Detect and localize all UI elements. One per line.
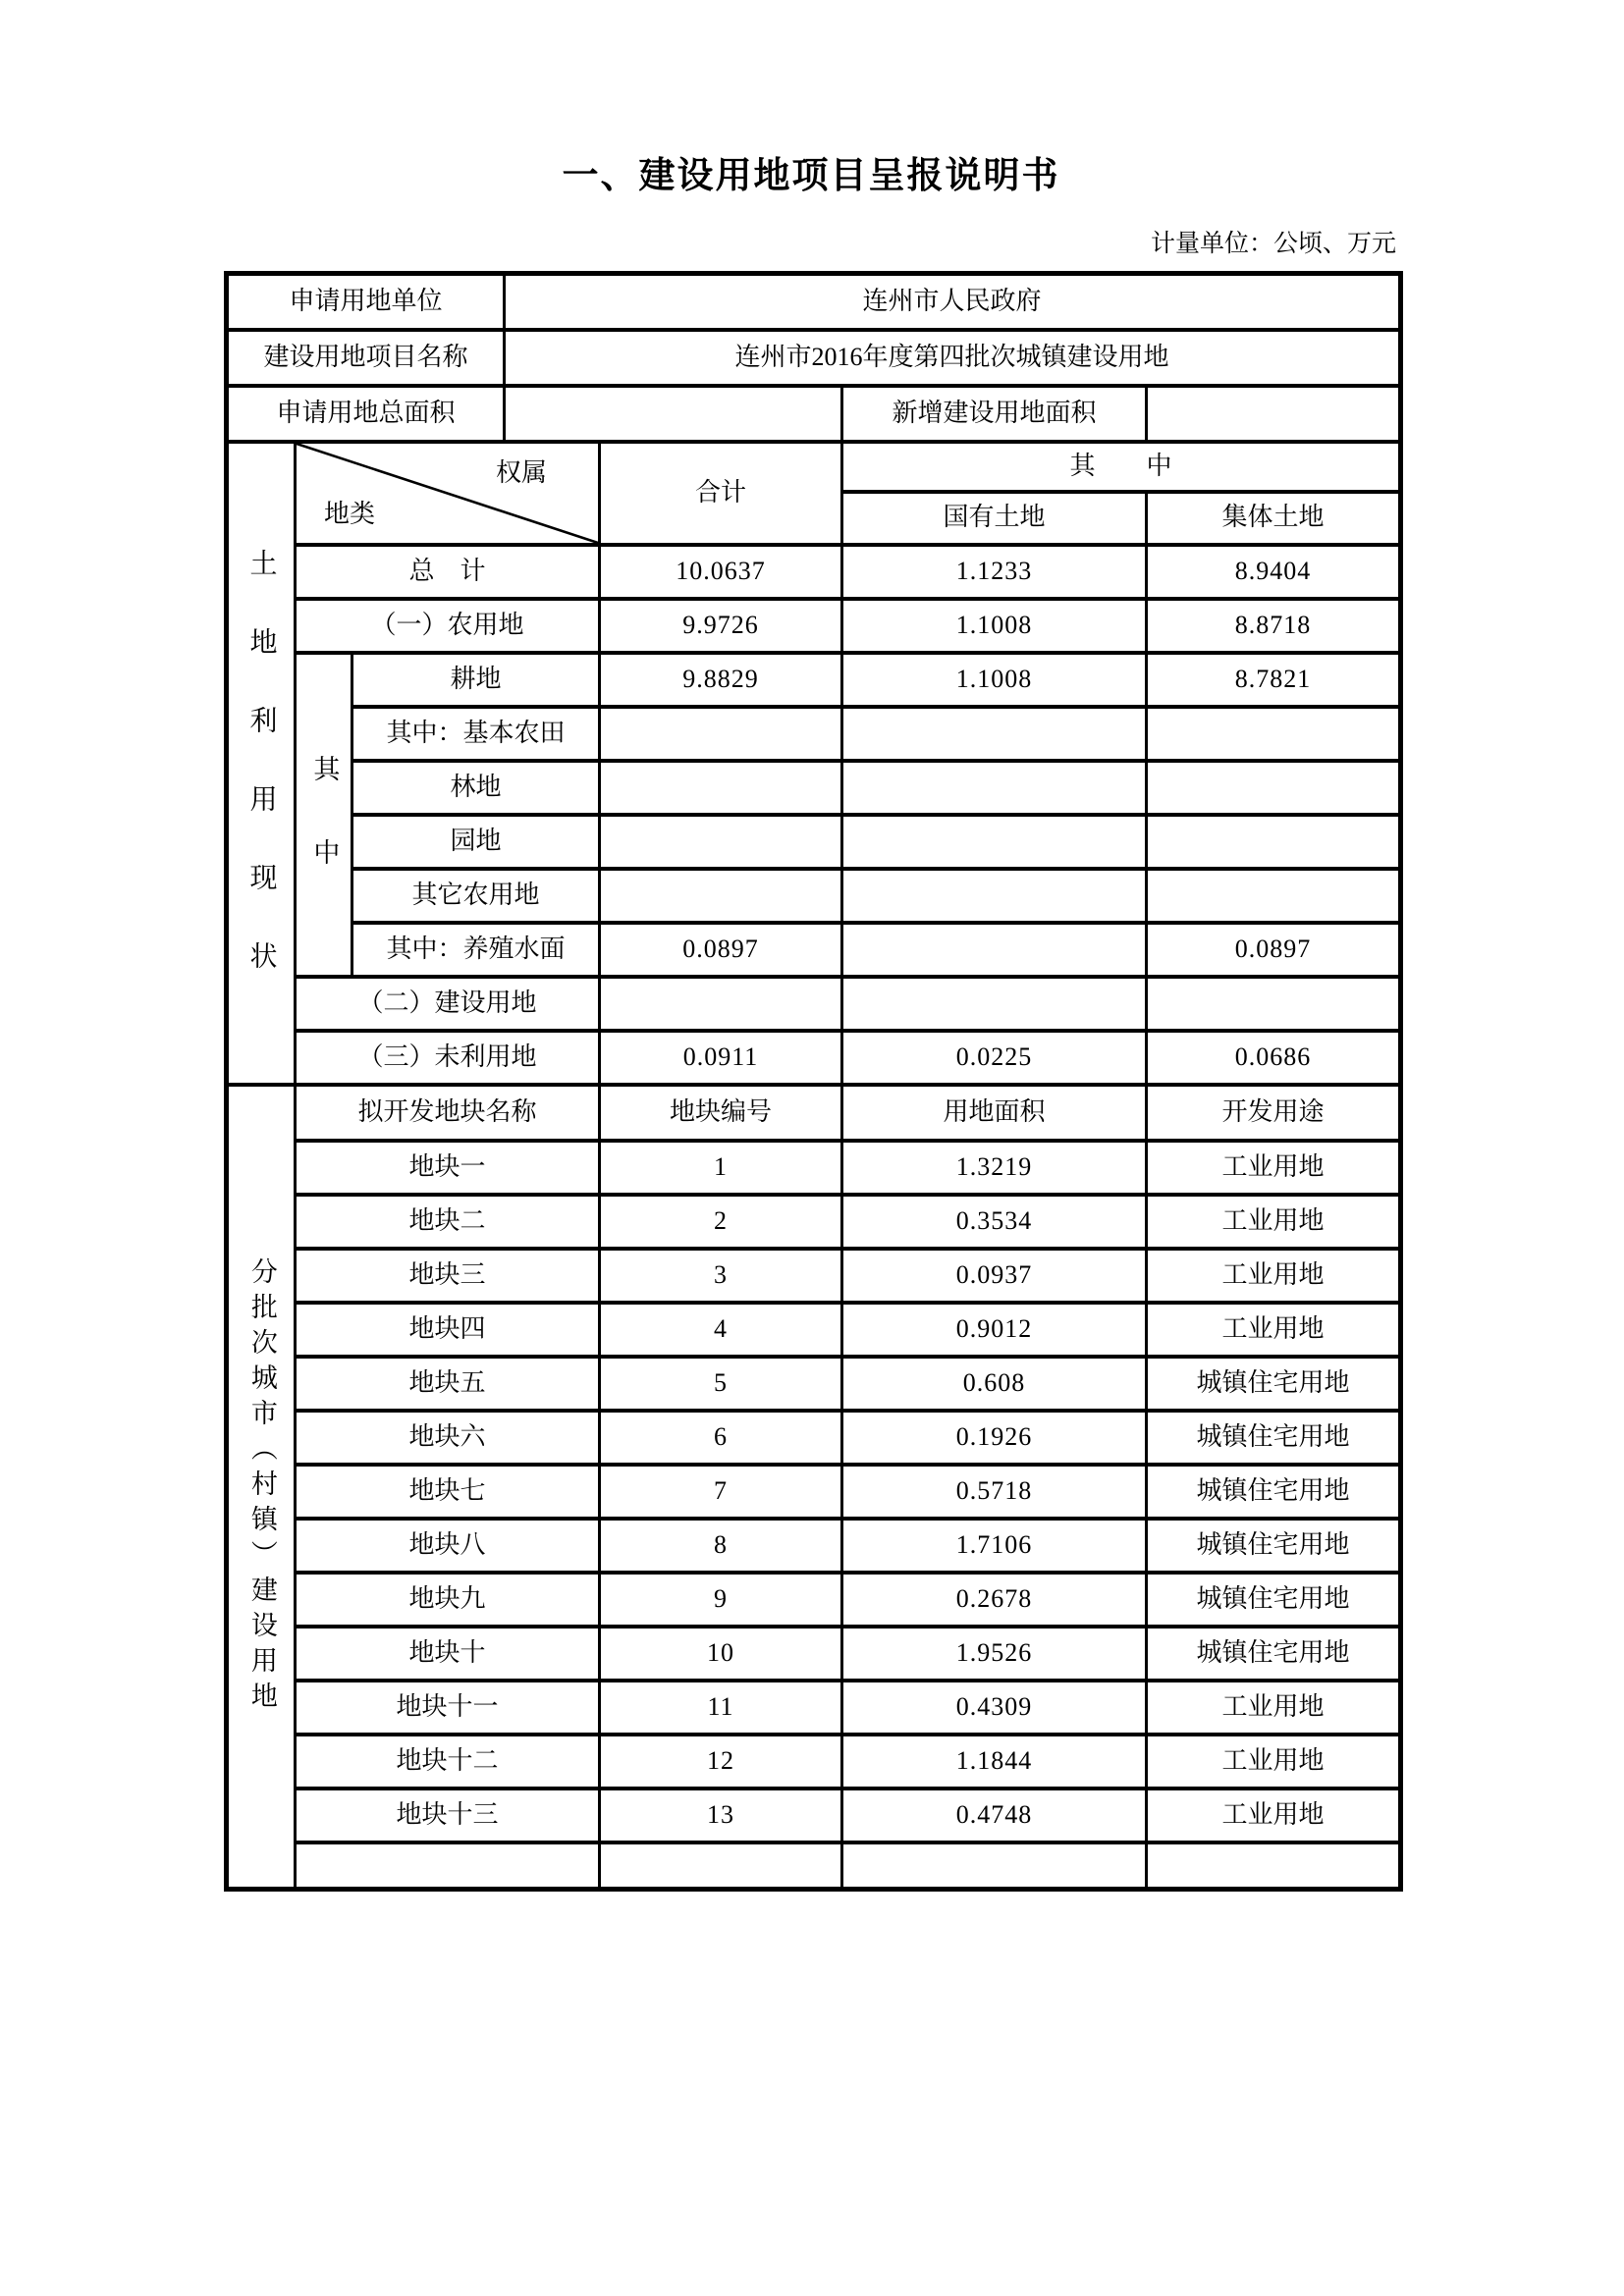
parcel-no-cell: 5	[600, 1357, 842, 1411]
parcel-row	[227, 1627, 1401, 1681]
collective-value-cell: 0.0686	[1147, 1031, 1401, 1085]
land-use-row	[227, 545, 1401, 599]
parcel-use-cell: 工业用地	[1147, 1303, 1401, 1357]
land-category-cell: 林地	[352, 761, 600, 815]
parcel-area-cell: 0.608	[842, 1357, 1147, 1411]
state-value-cell	[842, 815, 1147, 869]
diagonal-header-cell	[296, 442, 600, 545]
parcel-use-cell: 城镇住宅用地	[1147, 1573, 1401, 1627]
state-value-cell: 1.1233	[842, 545, 1147, 599]
total-value-cell	[600, 977, 842, 1031]
land-category-cell: （一）农用地	[296, 599, 600, 653]
land-use-section-cell	[227, 442, 296, 1085]
parcel-use-cell: 城镇住宅用地	[1147, 1357, 1401, 1411]
parcel-use-cell: 工业用地	[1147, 1195, 1401, 1249]
parcel-name-cell: 地块四	[296, 1303, 600, 1357]
total-value-cell	[600, 707, 842, 761]
parcel-use-header: 开发用途	[1147, 1085, 1401, 1141]
new-area-value-cell	[1147, 386, 1401, 442]
state-value-cell	[842, 977, 1147, 1031]
parcel-no-cell: 8	[600, 1519, 842, 1573]
parcel-name-header: 拟开发地块名称	[296, 1085, 600, 1141]
parcel-area-cell: 0.0937	[842, 1249, 1147, 1303]
parcel-use-cell: 城镇住宅用地	[1147, 1519, 1401, 1573]
collective-value-cell: 8.8718	[1147, 599, 1401, 653]
parcel-name-cell: 地块三	[296, 1249, 600, 1303]
parcel-name-cell: 地块七	[296, 1465, 600, 1519]
collective-value-cell	[1147, 761, 1401, 815]
collective-value-cell	[1147, 869, 1401, 923]
total-value-cell	[600, 869, 842, 923]
land-use-row	[227, 707, 1401, 761]
parcel-use-cell: 工业用地	[1147, 1789, 1401, 1842]
parcel-no-cell: 2	[600, 1195, 842, 1249]
parcel-row	[227, 1195, 1401, 1249]
parcel-row	[227, 1141, 1401, 1195]
parcel-use-cell: 工业用地	[1147, 1141, 1401, 1195]
parcel-area-header: 用地面积	[842, 1085, 1147, 1141]
parcel-name-cell: 地块十二	[296, 1735, 600, 1789]
total-value-cell: 9.8829	[600, 653, 842, 707]
among-group-cell	[296, 653, 352, 977]
total-value-cell	[600, 815, 842, 869]
parcel-name-cell: 地块五	[296, 1357, 600, 1411]
collective-value-cell	[1147, 815, 1401, 869]
parcel-use-cell: 工业用地	[1147, 1735, 1401, 1789]
applicant-row	[227, 274, 1401, 330]
land-category-cell: 其中：养殖水面	[352, 923, 600, 977]
state-land-column-header: 国有土地	[842, 492, 1147, 545]
land-submission-table	[224, 271, 1403, 1892]
parcel-name-cell: 地块十一	[296, 1681, 600, 1735]
land-use-row	[227, 599, 1401, 653]
parcel-area-cell: 0.2678	[842, 1573, 1147, 1627]
total-value-cell: 10.0637	[600, 545, 842, 599]
state-value-cell: 0.0225	[842, 1031, 1147, 1085]
parcel-no-cell: 3	[600, 1249, 842, 1303]
land-class-corner-label: 地类	[324, 500, 376, 528]
parcel-use-cell: 城镇住宅用地	[1147, 1411, 1401, 1465]
parcel-area-cell: 0.4748	[842, 1789, 1147, 1842]
applicant-label-cell: 申请用地单位	[227, 274, 505, 330]
parcels-section-cell	[227, 1085, 296, 1890]
parcel-row	[227, 1519, 1401, 1573]
project-label-cell: 建设用地项目名称	[227, 330, 505, 386]
state-value-cell	[842, 761, 1147, 815]
applicant-value-cell: 连州市人民政府	[505, 274, 1401, 330]
parcel-no-cell: 13	[600, 1789, 842, 1842]
parcel-row	[227, 1789, 1401, 1842]
parcel-no-cell: 7	[600, 1465, 842, 1519]
parcel-no-cell: 1	[600, 1141, 842, 1195]
collective-value-cell	[1147, 707, 1401, 761]
parcel-row	[227, 1573, 1401, 1627]
land-category-cell: 其中：基本农田	[352, 707, 600, 761]
form-sheet	[224, 0, 1398, 1892]
total-value-cell	[600, 761, 842, 815]
parcel-area-cell: 0.1926	[842, 1411, 1147, 1465]
parcel-row	[227, 1735, 1401, 1789]
total-value-cell: 9.9726	[600, 599, 842, 653]
land-use-row	[227, 869, 1401, 923]
land-category-cell: 其它农用地	[352, 869, 600, 923]
parcel-name-cell: 地块二	[296, 1195, 600, 1249]
area-row	[227, 386, 1401, 442]
parcel-area-cell: 1.3219	[842, 1141, 1147, 1195]
total-value-cell: 0.0911	[600, 1031, 842, 1085]
land-use-row	[227, 1031, 1401, 1085]
parcel-row	[227, 1357, 1401, 1411]
land-category-cell: 耕地	[352, 653, 600, 707]
collective-value-cell: 8.9404	[1147, 545, 1401, 599]
parcel-area-cell	[842, 1842, 1147, 1890]
parcel-name-cell: 地块六	[296, 1411, 600, 1465]
state-value-cell: 1.1008	[842, 653, 1147, 707]
parcel-no-cell: 11	[600, 1681, 842, 1735]
among-group-label: 其中	[309, 755, 340, 923]
land-category-cell: 总 计	[296, 545, 600, 599]
parcel-area-cell: 0.9012	[842, 1303, 1147, 1357]
land-use-row	[227, 815, 1401, 869]
parcel-no-cell: 4	[600, 1303, 842, 1357]
parcel-no-cell: 10	[600, 1627, 842, 1681]
state-value-cell	[842, 869, 1147, 923]
project-row	[227, 330, 1401, 386]
parcel-use-cell: 城镇住宅用地	[1147, 1627, 1401, 1681]
land-use-row	[227, 761, 1401, 815]
land-category-cell: 园地	[352, 815, 600, 869]
parcel-use-cell: 工业用地	[1147, 1249, 1401, 1303]
state-value-cell	[842, 707, 1147, 761]
land-category-cell: （三）未利用地	[296, 1031, 600, 1085]
parcel-area-cell: 0.4309	[842, 1681, 1147, 1735]
parcel-area-cell: 1.1844	[842, 1735, 1147, 1789]
ownership-corner-label: 权属	[496, 457, 548, 487]
total-area-value-cell	[505, 386, 842, 442]
project-value-cell: 连州市2016年度第四批次城镇建设用地	[505, 330, 1401, 386]
parcel-name-cell	[296, 1842, 600, 1890]
land-category-cell: （二）建设用地	[296, 977, 600, 1031]
parcel-use-cell: 工业用地	[1147, 1681, 1401, 1735]
parcel-no-cell: 9	[600, 1573, 842, 1627]
parcel-no-cell	[600, 1842, 842, 1890]
parcel-area-cell: 0.3534	[842, 1195, 1147, 1249]
collective-value-cell: 0.0897	[1147, 923, 1401, 977]
parcel-area-cell: 1.9526	[842, 1627, 1147, 1681]
new-area-label-cell: 新增建设用地面积	[842, 386, 1147, 442]
state-value-cell	[842, 923, 1147, 977]
parcel-name-cell: 地块十	[296, 1627, 600, 1681]
parcel-use-cell	[1147, 1842, 1401, 1890]
parcel-no-header: 地块编号	[600, 1085, 842, 1141]
parcel-row	[227, 1681, 1401, 1735]
parcel-row	[227, 1465, 1401, 1519]
collective-land-column-header: 集体土地	[1147, 492, 1401, 545]
land-use-row	[227, 923, 1401, 977]
land-use-row	[227, 977, 1401, 1031]
parcel-area-cell: 1.7106	[842, 1519, 1147, 1573]
unit-note: 计量单位：公顷、万元	[1150, 231, 1396, 257]
parcel-no-cell: 6	[600, 1411, 842, 1465]
parcel-row-empty	[227, 1842, 1401, 1890]
parcel-name-cell: 地块九	[296, 1573, 600, 1627]
parcel-row	[227, 1303, 1401, 1357]
parcel-name-cell: 地块十三	[296, 1789, 600, 1842]
parcel-header-row	[227, 1085, 1401, 1141]
parcels-section-label: 分批次城市（村镇）建设用地	[246, 1256, 277, 1717]
land-use-section-label: 土地利用现状	[245, 548, 277, 1020]
parcel-row	[227, 1411, 1401, 1465]
land-use-row	[227, 653, 1401, 707]
state-value-cell: 1.1008	[842, 599, 1147, 653]
total-column-header: 合计	[600, 442, 842, 545]
page-title: 一、建设用地项目呈报说明书	[562, 156, 1060, 196]
parcel-name-cell: 地块八	[296, 1519, 600, 1573]
among-column-header: 其 中	[842, 442, 1401, 492]
collective-value-cell: 8.7821	[1147, 653, 1401, 707]
parcel-name-cell: 地块一	[296, 1141, 600, 1195]
parcel-use-cell: 城镇住宅用地	[1147, 1465, 1401, 1519]
collective-value-cell	[1147, 977, 1401, 1031]
total-value-cell: 0.0897	[600, 923, 842, 977]
total-area-label-cell: 申请用地总面积	[227, 386, 505, 442]
parcel-area-cell: 0.5718	[842, 1465, 1147, 1519]
parcel-row	[227, 1249, 1401, 1303]
land-use-header-row-1	[227, 442, 1401, 492]
parcel-no-cell: 12	[600, 1735, 842, 1789]
